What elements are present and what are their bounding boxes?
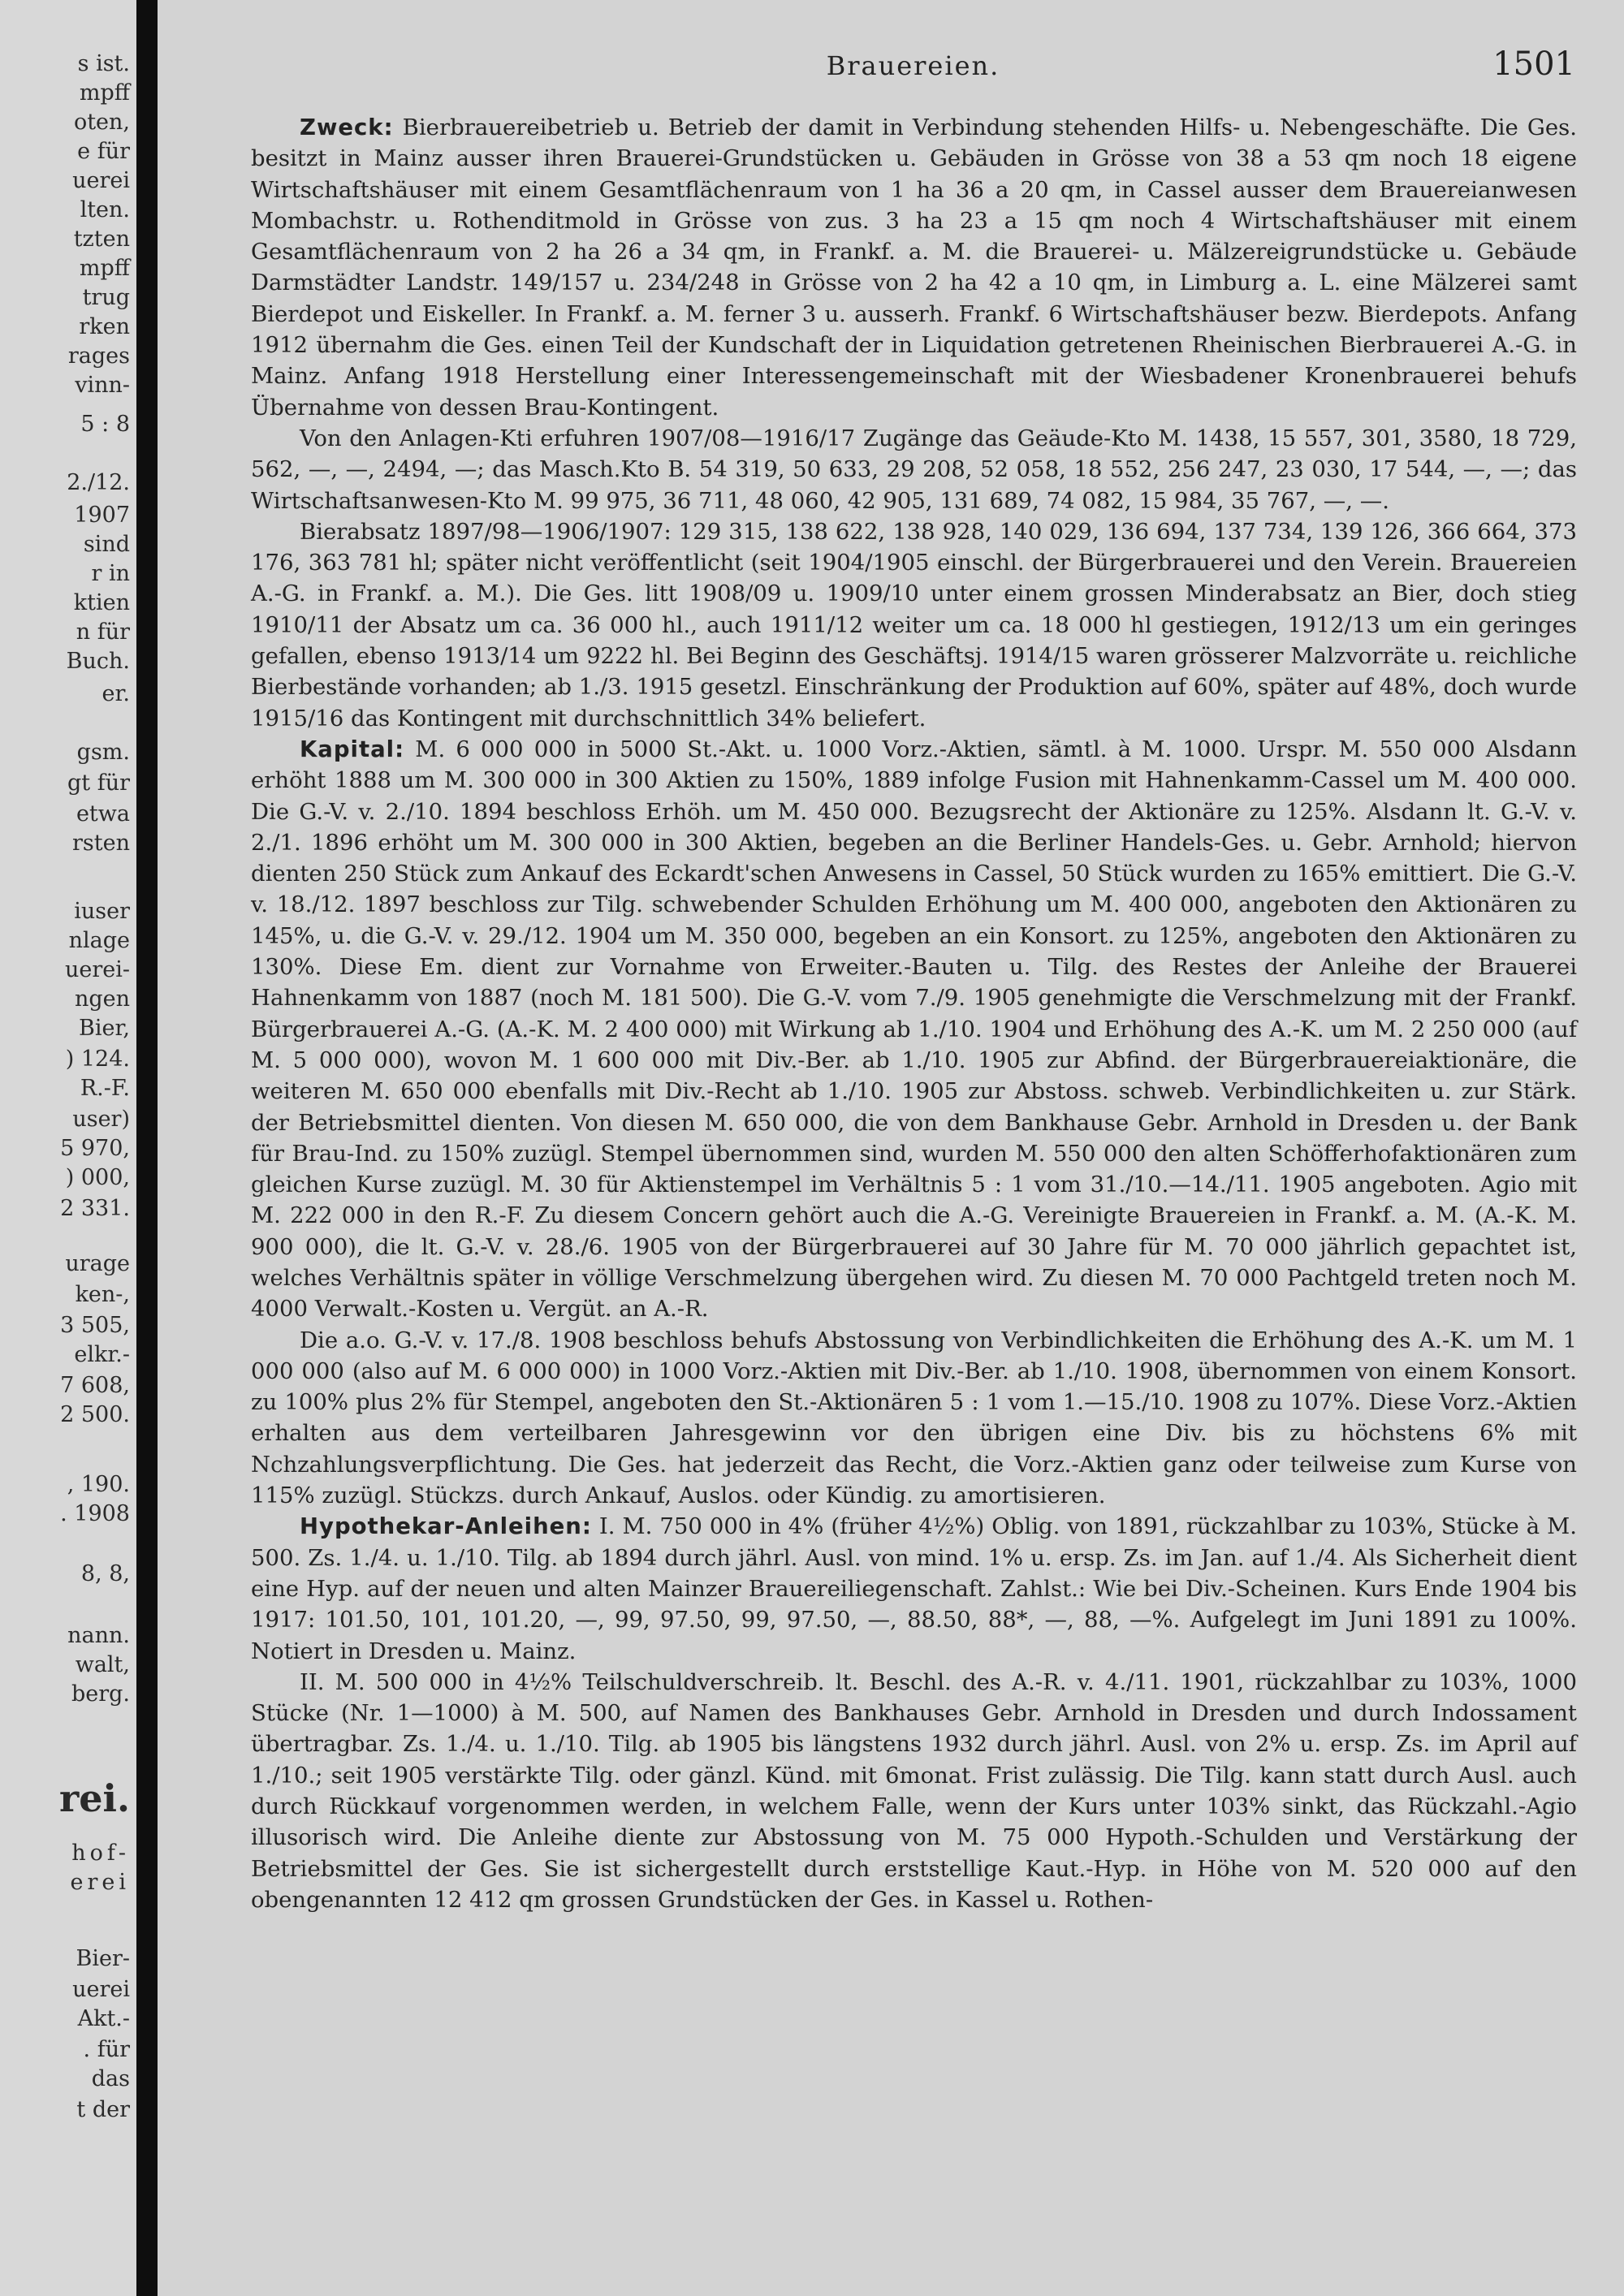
adjacent-page-fragment: sind: [83, 532, 130, 557]
page-body: [251, 112, 1577, 1915]
adjacent-page-fragment: uerei-: [64, 957, 130, 982]
adjacent-page-fragment: ) 000,: [65, 1165, 130, 1190]
adjacent-page-fragment: oten,: [73, 110, 130, 135]
adjacent-page-fragment: 2 331.: [60, 1196, 130, 1221]
paragraph-kapital: [251, 734, 1577, 1325]
adjacent-page-fragment: . 1908: [60, 1501, 130, 1526]
adjacent-page-fragment: Bier-: [76, 1946, 130, 1971]
paragraph-text: I. M. 750 000 in 4% (früher 4½%) Oblig. von 1891, rückzahlbar zu 103%, Stücke à M. 500. Zs. 1./4. u. 1./10. Tilg. ab 1894 durch jährl. Ausl. von mind. 1% u. ersp. Zs. im Jan. auf 1./4. Als Sicherheit dient eine Hyp. auf der neuen und alten Mainzer Brauereiliegenschaft. Zahlst.: Wie bei Div.-Scheinen. Kurs Ende 1904 bis 1917: 101.50, 101, 101.20, —, 99, 97.50, 99, 97.50, —, 88.50, 88*, —, 88, —%. Aufgelegt im Juni 1891 zu 100%. Notiert in Dresden u. Mainz.: [251, 1513, 1577, 1664]
paragraph-vorzugsaktien: [251, 1325, 1577, 1512]
adjacent-page-fragment: trug: [82, 285, 130, 310]
paragraph-anlagen: [251, 423, 1577, 516]
adjacent-page-fragment: e für: [77, 139, 130, 164]
page-number: 1501: [1492, 45, 1575, 83]
adjacent-page-fragment: rei.: [59, 1776, 130, 1820]
adjacent-page-fragment: 8, 8,: [80, 1561, 130, 1586]
adjacent-page-fragment: n für: [76, 619, 130, 645]
adjacent-page-fragment: 3 505,: [60, 1313, 130, 1338]
adjacent-page-fragment: ktien: [73, 590, 130, 615]
adjacent-page-fragment: rsten: [72, 831, 130, 856]
adjacent-page-fragment: rages: [67, 343, 130, 369]
adjacent-page-fragment: vinn-: [75, 373, 130, 398]
adjacent-page-fragment: ngen: [74, 986, 130, 1012]
paragraph-text: Die a.o. G.-V. v. 17./8. 1908 beschloss behufs Abstossung von Verbindlichkeiten die Erhöhung des A.-K. um M. 1 000 000 (also auf M. 6 000 000) in 1000 Vorz.-Aktien mit Div.-Ber. ab 1./10. 1908, übernommen von einem Konsort. zu 100% plus 2% für Stempel, angeboten den St.-Aktionären 5 : 1 vom 1.—15./10. 1908 zu 107%. Diese Vorz.-Aktien erhalten aus dem verteilbaren Jahresgewinn vor den übrigen eine Div. bis zu höchstens 6% mit Nchzahlungsverpflichtung. Die Ges. hat jederzeit das Recht, die Vorz.-Aktien ganz oder teilweise zum Kurse von 115% zuzügl. Stückzs. durch Ankauf, Auslos. oder Kündig. zu amortisieren.: [251, 1327, 1577, 1509]
paragraph-text: Bierbrauereibetrieb u. Betrieb der damit in Verbindung stehenden Hilfs- u. Nebengeschäfte. Die Ges. besitzt in Mainz ausser ihren Brauerei-Grundstücken u. Gebäuden in Grösse von 38 a 53 qm noch 18 eigene Wirtschaftshäuser mit einem Gesamtflächenraum von 1 ha 36 a 20 qm, in Cassel ausser dem Brauereianwesen Mombachstr. u. Rothenditmold in Grösse von zus. 3 ha 23 a 15 qm noch 4 Wirtschaftshäuser mit einem Gesamtflächenraum von 2 ha 26 a 34 qm, in Frankf. a. M. die Brauerei- u. Mälzereigrundstücke u. Gebäude Darmstädter Landstr. 149/157 u. 234/248 in Grösse von 2 ha 42 a 10 qm, in Limburg a. L. eine Mälzerei samt Bierdepot und Eiskeller. In Frankf. a. M. ferner 3 u. ausserh. Frankf. 6 Wirtschaftshäuser bezw. Bierdepots. Anfang 1912 übernahm die Ges. einen Teil der Kundschaft der in Liquidation getretenen Rheinischen Bierbrauerei A.-G. in Mainz. Anfang 1918 Herstellung einer Interessengemeinschaft mit der Wiesbadener Kronenbrauerei behufs Übernahme von dessen Brau-Kontingent.: [251, 114, 1577, 421]
paragraph-text: Von den Anlagen-Kti erfuhren 1907/08—1916/17 Zugänge das Geäude-Kto M. 1438, 15 557, 301, 3580, 18 729, 562, —, —, 2494, —; das Masch.Kto B. 54 319, 50 633, 29 208, 52 058, 18 552, 256 247, 23 030, 17 544, —, —; das Wirtschaftsanwesen-Kto M. 99 975, 36 711, 48 060, 42 905, 131 689, 74 082, 15 984, 35 767, —, —.: [251, 425, 1577, 514]
paragraph-anleihe-ii: [251, 1667, 1577, 1915]
adjacent-page-fragment: elkr.-: [74, 1342, 130, 1367]
adjacent-page-fragment: iuser: [74, 899, 130, 924]
adjacent-page-fragment: nlage: [68, 928, 130, 953]
adjacent-page-fragment: etwa: [76, 801, 130, 826]
section-label: Hypothekar-Anleihen:: [300, 1513, 592, 1540]
adjacent-page-fragment: 2./12.: [67, 470, 130, 495]
adjacent-page-fragment: ken-,: [75, 1282, 130, 1307]
adjacent-page-fragment: erei: [70, 1870, 130, 1895]
paragraph-zweck: [251, 112, 1577, 423]
adjacent-page-fragment: gsm.: [76, 740, 130, 765]
adjacent-page-fragment: nann.: [67, 1623, 130, 1648]
paragraph-text: Bierabsatz 1897/98—1906/1907: 129 315, 138 622, 138 928, 140 029, 136 694, 137 734, 139 126, 366 664, 373 176, 363 781 hl; später nicht veröffentlicht (seit 1904/1905 einschl. der Bürgerbrauerei und den Verein. Brauereien A.-G. in Frankf. a. M.). Die Ges. litt 1908/09 u. 1909/10 unter einem grossen Minderabsatz an Bier, doch stieg 1910/11 der Absatz um ca. 36 000 hl., auch 1911/12 weiter um ca. 18 000 hl gestiegen, 1912/13 um ein geringes gefallen, ebenso 1913/14 um 9222 hl. Bei Beginn des Geschäftsj. 1914/15 waren grösserer Malzvorräte u. reichliche Bierbestände vorhanden; ab 1./3. 1915 gesetzl. Einschränkung der Produktion auf 60%, später auf 48%, doch wurde 1915/16 das Kontingent mit durchschnittlich 34% beliefert.: [251, 518, 1577, 732]
adjacent-page-fragment: 2 500.: [60, 1402, 130, 1427]
adjacent-page-fragment: , 190.: [67, 1472, 130, 1497]
book-gutter: [136, 0, 158, 2296]
adjacent-page-fragment: urage: [65, 1251, 130, 1276]
adjacent-page-fragment: R.-F.: [80, 1076, 130, 1101]
adjacent-page-fragment: er.: [102, 681, 130, 706]
adjacent-page-fragment: user): [72, 1107, 130, 1132]
section-label: Zweck:: [300, 114, 394, 140]
document-page: [158, 0, 1624, 2296]
adjacent-page-fragment: r in: [91, 561, 130, 586]
adjacent-page-fragment: ) 124.: [65, 1047, 130, 1072]
adjacent-page-fragment: . für: [83, 2037, 130, 2062]
adjacent-page-fragment: walt,: [75, 1652, 130, 1677]
adjacent-page-fragment: tzten: [73, 227, 130, 252]
adjacent-page-fragment: s ist.: [77, 51, 130, 76]
adjacent-page-fragment: uerei: [72, 1977, 130, 2002]
adjacent-page-fragment: rken: [79, 314, 130, 339]
adjacent-page-fragment: mpff: [79, 256, 130, 281]
adjacent-page-fragment: uerei: [72, 168, 130, 193]
adjacent-page-fragment: lten.: [80, 197, 130, 222]
adjacent-page-fragment: Buch.: [66, 649, 130, 674]
adjacent-page-fragment: Bier,: [79, 1016, 130, 1041]
adjacent-page-fragment: 7 608,: [60, 1373, 130, 1398]
adjacent-page-fragment: hof-: [71, 1841, 130, 1866]
adjacent-page-fragment: berg.: [71, 1681, 130, 1707]
paragraph-text: M. 6 000 000 in 5000 St.-Akt. u. 1000 Vorz.-Aktien, sämtl. à M. 1000. Urspr. M. 550 000 Alsdann erhöht 1888 um M. 300 000 in 300 Aktien zu 150%, 1889 infolge Fusion mit Hahnenkamm-Cassel um M. 400 000. Die G.-V. v. 2./10. 1894 beschloss Erhöh. um M. 450 000. Bezugsrecht der Aktionäre zu 125%. Alsdann lt. G.-V. v. 2./1. 1896 erhöht um M. 300 000 in 300 Aktien, begeben an die Berliner Handels-Ges. u. Gebr. Arnhold; hiervon dienten 250 Stück zum Ankauf des Eckardt'schen Anwesens in Cassel, 50 Stück wurden zu 165% emittiert. Die G.-V. v. 18./12. 1897 beschloss zur Tilg. schwebender Schulden Erhöhung um M. 400 000, angeboten den Aktionären zu 145%, u. die G.-V. v. 29./12. 1904 um M. 350 000, begeben an ein Konsort. zu 125%, angeboten den Aktionären zu 130%. Diese Em. dient zur Vornahme von Erweiter.-Bauten u. Tilg. des Restes der Anleihe der Brauerei Hahnenkamm von 1887 (noch M. 181 500). Die G.-V. vom 7./9. 1905 genehmigte die Verschmelzung mit der Frankf. Bürgerbrauerei A.-G. (A.-K. M. 2 400 000) mit Wirkung ab 1./10. 1904 und Erhöhung des A.-K. um M. 2 250 000 (auf M. 5 000 000), wovon M. 1 600 000 mit Div.-Ber. ab 1./10. 1905 zur Abfind. der Bürgerbrauereiaktionäre, die weiteren M. 650 000 ebenfalls mit Div.-Recht ab 1./10. 1905 zur Abstoss. schweb. Verbindlichkeiten u. zur Stärk. der Betriebsmittel dienten. Von diesen M. 650 000, die von dem Bankhause Gebr. Arnhold in Dresden u. der Bank für Brau-Ind. zu 150% zuzügl. Stempel übernommen sind, wurden M. 550 000 den alten Schöfferhofaktionären zum gleichen Kurse zuzügl. M. 30 für Aktienstempel im Verhältnis 5 : 1 vom 31./10.—14./11. 1905 angeboten. Agio mit M. 222 000 in den R.-F. Zu diesem Concern gehört auch die A.-G. Vereinigte Brauereien in Frankf. a. M. (A.-K. M. 900 000), die lt. G.-V. v. 28./6. 1905 von der Bürgerbrauerei auf 30 Jahre für M. 70 000 jährlich gepachtet ist, welches Verhältnis später in völlige Verschmelzung übergehen wird. Zu diesen M. 70 000 Pachtgeld treten noch M. 4000 Verwalt.-Kosten u. Vergüt. an A.-R.: [251, 736, 1577, 1323]
running-head: [251, 45, 1575, 86]
adjacent-page-strip: [0, 0, 136, 2296]
adjacent-page-fragment: das: [91, 2066, 130, 2091]
section-label: Kapital:: [300, 736, 405, 762]
paragraph-bierabsatz: [251, 516, 1577, 734]
adjacent-page-fragment: 5 970,: [60, 1136, 130, 1161]
paragraph-hypothekar: [251, 1511, 1577, 1666]
adjacent-page-fragment: gt für: [67, 770, 130, 796]
adjacent-page-fragment: t der: [76, 2097, 130, 2122]
adjacent-page-fragment: 5 : 8: [80, 412, 130, 437]
adjacent-page-fragment: 1907: [74, 503, 130, 528]
adjacent-page-fragment: Akt.-: [77, 2006, 130, 2031]
paragraph-text: II. M. 500 000 in 4½% Teilschuldverschreib. lt. Beschl. des A.-R. v. 4./11. 1901, rückzahlbar zu 103%, 1000 Stücke (Nr. 1—1000) à M. 500, auf Namen des Bankhauses Gebr. Arnhold in Dresden und durch Indossament übertragbar. Zs. 1./4. u. 1./10. Tilg. ab 1905 bis längstens 1932 durch jährl. Ausl. von 2% u. ersp. Zs. im April auf 1./10.; seit 1905 verstärkte Tilg. oder gänzl. Künd. mit 6monat. Frist zulässig. Die Tilg. kann statt durch Ausl. auch durch Rückkauf vorgenommen werden, in welchem Falle, wenn der Kurs unter 103% sinkt, das Rückzahl.-Agio illusorisch wird. Die Anleihe diente zur Abstossung von M. 75 000 Hypoth.-Schulden und Verstärkung der Betriebsmittel der Ges. Sie ist sichergestellt durch erststellige Kaut.-Hyp. in Höhe von M. 520 000 auf den obengenannten 12 412 qm grossen Grundstücken der Ges. in Kassel u. Rothen-: [251, 1668, 1577, 1913]
page-header-title: Brauereien.: [826, 50, 1000, 81]
adjacent-page-fragment: mpff: [79, 80, 130, 106]
